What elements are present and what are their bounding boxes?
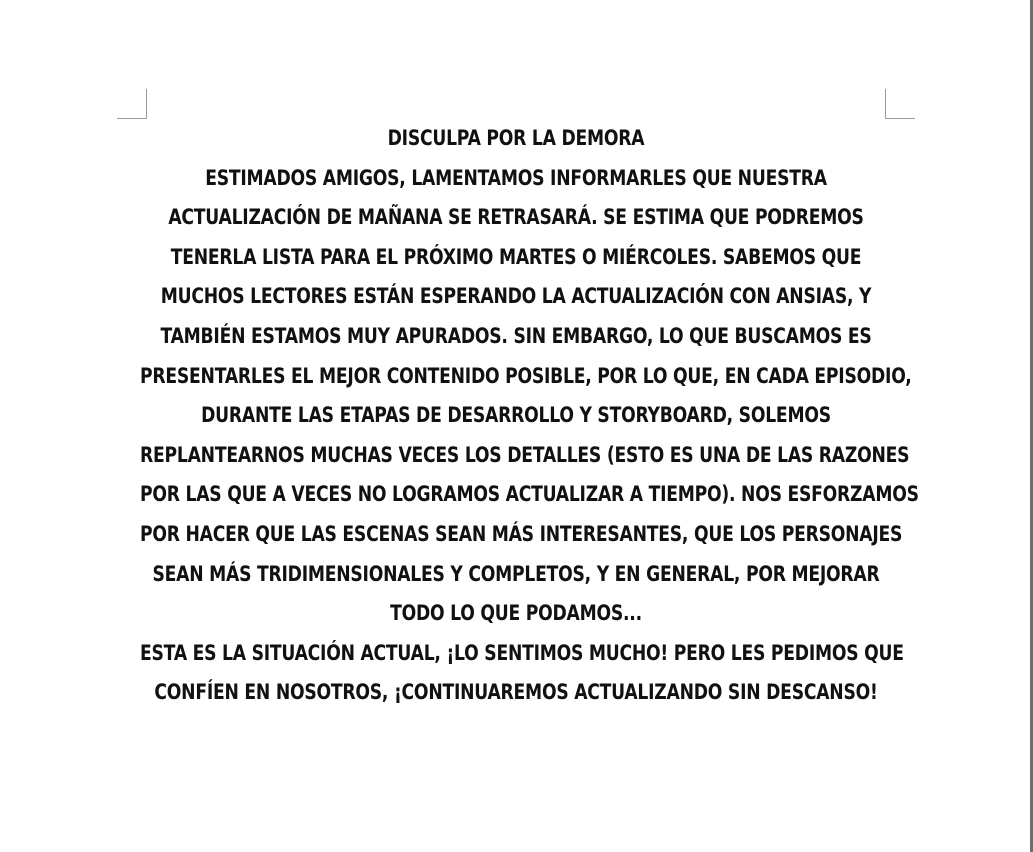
- paragraph-line: TAMBIÉN ESTAMOS MUY APURADOS. SIN EMBARGO, LO QUE BUSCAMOS ES: [160, 323, 872, 349]
- document-body: [140, 119, 919, 713]
- margin-corner-mark-top-left: [117, 89, 147, 119]
- paragraph-line: TENERLA LISTA PARA EL PRÓXIMO MARTES O MIÉRCOLES. SABEMOS QUE: [170, 244, 862, 270]
- paragraph-line: SEAN MÁS TRIDIMENSIONALES Y COMPLETOS, Y EN GENERAL, POR MEJORAR: [152, 561, 880, 587]
- margin-corner-mark-top-right: [885, 89, 915, 119]
- paragraph-line: ACTUALIZACIÓN DE MAÑANA SE RETRASARÁ. SE ESTIMA QUE PODREMOS: [168, 205, 864, 231]
- paragraph-line: DURANTE LAS ETAPAS DE DESARROLLO Y STORYBOARD, SOLEMOS: [201, 403, 831, 429]
- paragraph-line: PRESENTARLES EL MEJOR CONTENIDO POSIBLE, POR LO QUE, EN CADA EPISODIO,: [140, 363, 912, 389]
- paragraph-line: TODO LO QUE PODAMOS...: [390, 601, 642, 627]
- paragraph-line: CONFÍEN EN NOSOTROS, ¡CONTINUAREMOS ACTUALIZANDO SIN DESCANSO!: [154, 680, 878, 706]
- paragraph-line: REPLANTEARNOS MUCHAS VECES LOS DETALLES (ESTO ES UNA DE LAS RAZONES: [140, 442, 910, 468]
- paragraph-line: ESTIMADOS AMIGOS, LAMENTAMOS INFORMARLES QUE NUESTRA: [205, 165, 827, 191]
- paragraph-line: ESTA ES LA SITUACIÓN ACTUAL, ¡LO SENTIMOS MUCHO! PERO LES PEDIMOS QUE: [140, 640, 904, 666]
- paragraph-line: POR HACER QUE LAS ESCENAS SEAN MÁS INTERESANTES, QUE LOS PERSONAJES: [140, 521, 903, 547]
- document-title: DISCULPA POR LA DEMORA: [387, 126, 645, 151]
- paragraph-line: POR LAS QUE A VECES NO LOGRAMOS ACTUALIZAR A TIEMPO). NOS ESFORZAMOS: [140, 482, 919, 508]
- paragraph-line: MUCHOS LECTORES ESTÁN ESPERANDO LA ACTUALIZACIÓN CON ANSIAS, Y: [160, 284, 872, 310]
